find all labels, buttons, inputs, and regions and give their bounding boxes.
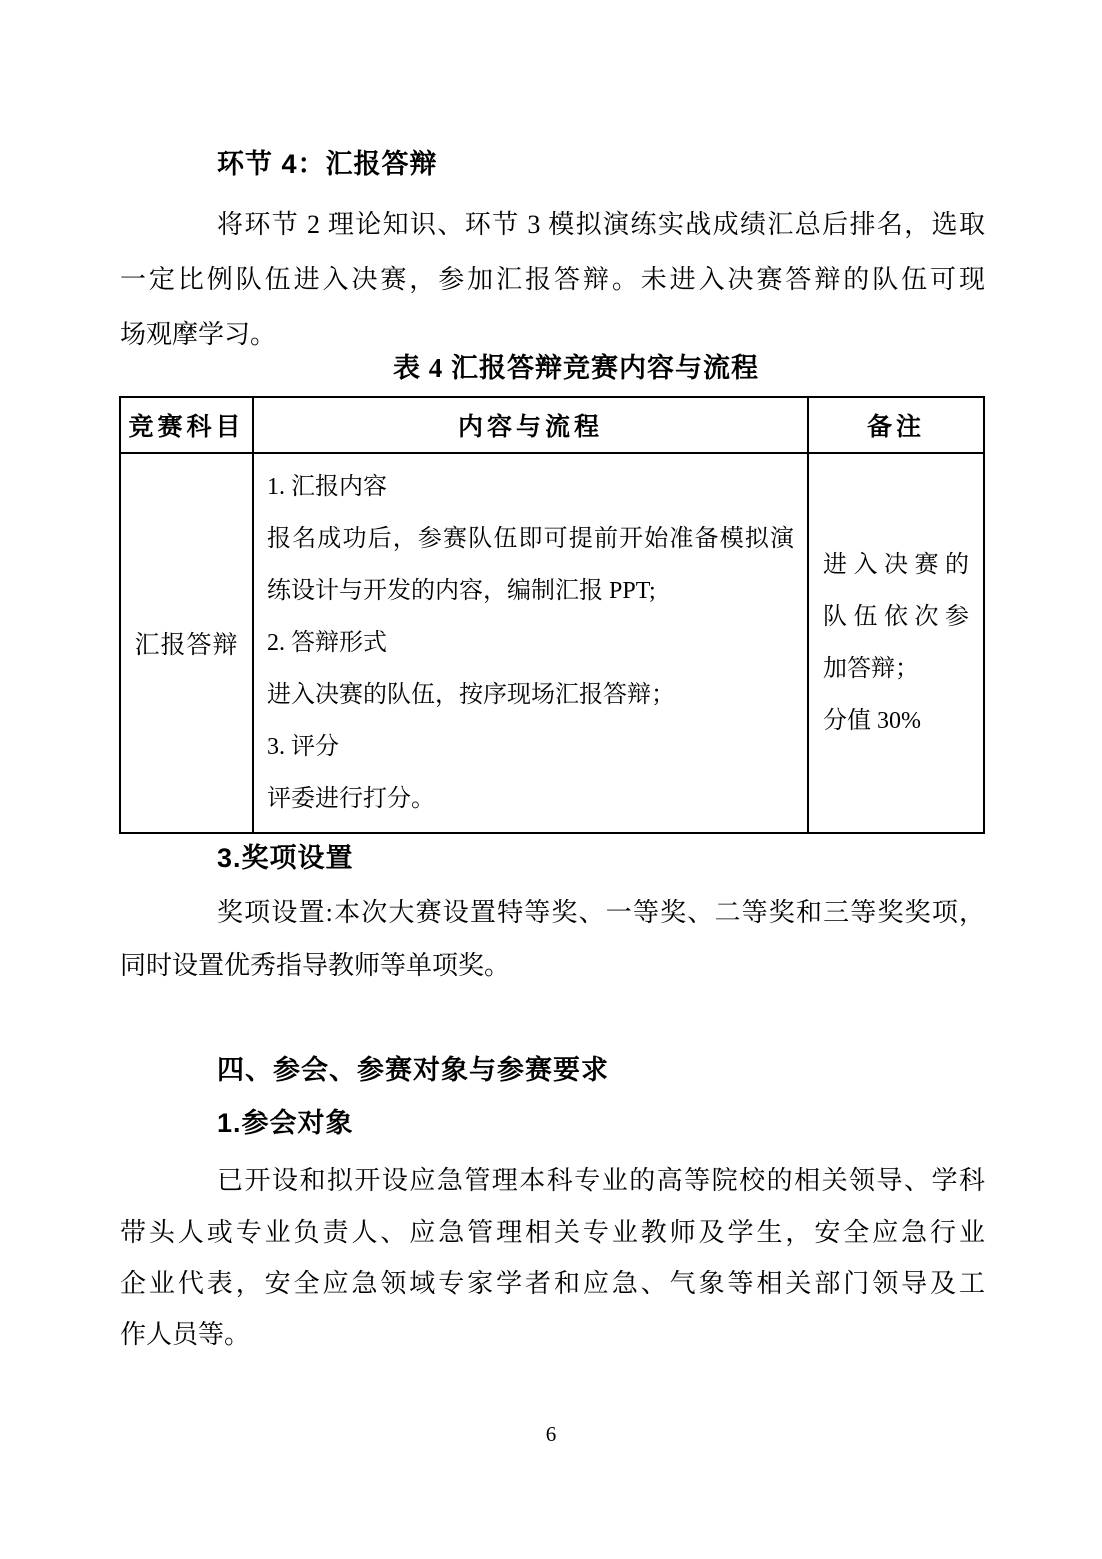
remark-line: 加答辩； — [823, 656, 919, 682]
content-line: 3. 评分 — [267, 734, 339, 760]
step4-heading: 环节 4：汇报答辩 — [217, 149, 438, 179]
content-line: 练设计与开发的内容，编制汇报 PPT; — [267, 578, 656, 604]
table-header-content: 内容与流程 — [253, 397, 808, 453]
paragraph-line: 将环节 2 理论知识、环节 3 模拟演练实战成绩汇总后排名，选取 — [217, 210, 985, 239]
content-line: 进入决赛的队伍，按序现场汇报答辩； — [267, 682, 675, 708]
content-line: 1. 汇报内容 — [267, 474, 387, 500]
paragraph-line: 一定比例队伍进入决赛，参加汇报答辩。未进入决赛答辩的队伍可现 — [120, 265, 985, 294]
section4-heading: 四、参会、参赛对象与参赛要求 — [217, 1055, 609, 1085]
page-number: 6 — [545, 1422, 557, 1446]
table-cell-remark — [808, 453, 984, 833]
remark-line: 分值 30% — [823, 708, 921, 734]
paragraph-line: 作人员等。 — [120, 1320, 251, 1349]
content-line: 报名成功后，参赛队伍即可提前开始准备模拟演 — [267, 526, 794, 552]
table-header-remark: 备注 — [808, 397, 984, 453]
awards-heading: 3.奖项设置 — [217, 843, 354, 873]
table-header-subject: 竞赛科目 — [120, 397, 253, 453]
paragraph-line: 带头人或专业负责人、应急管理相关专业教师及学生，安全应急行业 — [120, 1218, 985, 1247]
table-row — [120, 453, 984, 833]
table-cell-content — [253, 453, 808, 833]
competition-table — [119, 396, 985, 834]
remark-line: 进入决赛的 — [823, 552, 969, 578]
content-line: 评委进行打分。 — [267, 786, 435, 812]
table-cell-subject: 汇报答辩 — [120, 453, 253, 833]
paragraph-line: 同时设置优秀指导教师等单项奖。 — [120, 951, 511, 980]
paragraph-line: 企业代表，安全应急领域专家学者和应急、气象等相关部门领导及工 — [120, 1269, 985, 1298]
paragraph-line: 场观摩学习。 — [120, 320, 277, 349]
table-header-row — [120, 397, 984, 453]
paragraph-line: 奖项设置:本次大赛设置特等奖、一等奖、二等奖和三等奖奖项， — [217, 898, 985, 927]
attendees-subheading: 1.参会对象 — [217, 1108, 354, 1138]
table-caption: 表 4 汇报答辩竞赛内容与流程 — [393, 353, 759, 383]
content-line: 2. 答辩形式 — [267, 630, 387, 656]
remark-line: 队伍依次参 — [823, 604, 969, 630]
paragraph-line: 已开设和拟开设应急管理本科专业的高等院校的相关领导、学科 — [217, 1166, 985, 1195]
